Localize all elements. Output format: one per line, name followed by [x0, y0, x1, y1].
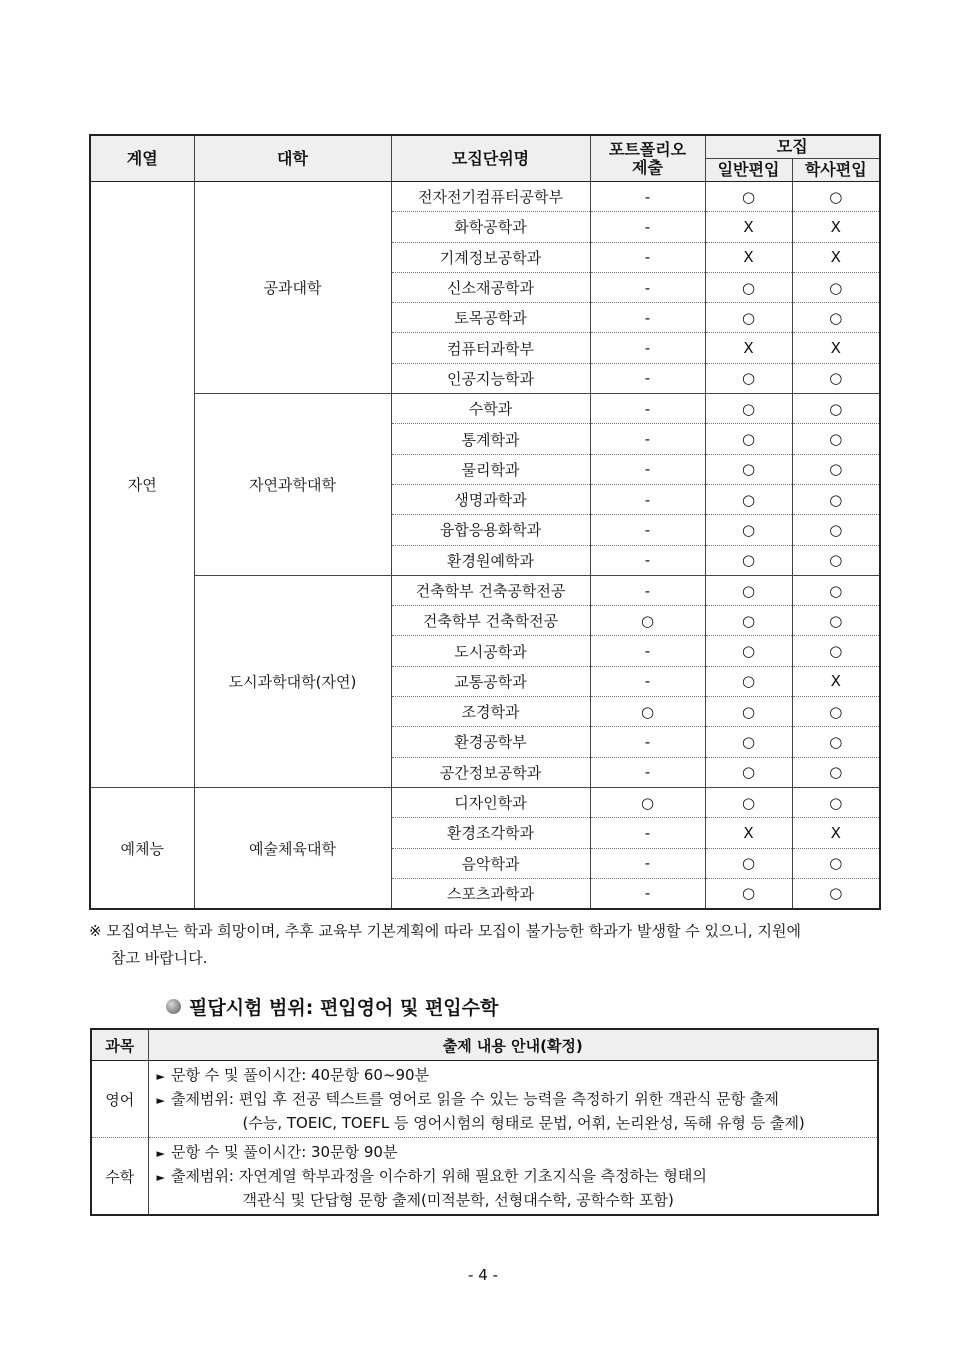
college-cell: 도시과학대학(자연) [194, 575, 391, 787]
portfolio-cell: - [590, 848, 705, 878]
unit-name-cell: 컴퓨터과학부 [391, 333, 590, 363]
general-cell: ○ [705, 697, 792, 727]
bachelor-cell: ○ [792, 787, 880, 817]
portfolio-cell: - [590, 182, 705, 212]
header-portfolio-label: 포트폴리오 제출 [608, 139, 687, 177]
general-cell: ○ [705, 182, 792, 212]
header-unit: 모집단위명 [391, 135, 590, 182]
college-cell: 자연과학대학 [194, 394, 391, 576]
general-cell: ○ [705, 424, 792, 454]
bachelor-cell: ○ [792, 606, 880, 636]
portfolio-cell: - [590, 454, 705, 484]
header-college: 대학 [194, 135, 391, 182]
general-cell: ○ [705, 666, 792, 696]
pointer-arrow-icon: ► [156, 1171, 165, 1184]
exam-content [148, 1138, 878, 1216]
note-line-2: 참고 바랍니다. [111, 949, 208, 967]
portfolio-cell: - [590, 575, 705, 605]
general-cell: ○ [705, 515, 792, 545]
unit-name-cell: 생명과학과 [391, 484, 590, 514]
unit-name-cell: 신소재공학과 [391, 272, 590, 302]
bachelor-cell: X [792, 242, 880, 272]
bachelor-cell: ○ [792, 757, 880, 787]
portfolio-cell: - [590, 636, 705, 666]
bachelor-cell: ○ [792, 636, 880, 666]
unit-name-cell: 환경조각학과 [391, 818, 590, 848]
pointer-arrow-icon: ► [156, 1070, 165, 1083]
bachelor-cell: ○ [792, 484, 880, 514]
unit-name-cell: 수학과 [391, 394, 590, 424]
portfolio-cell: - [590, 878, 705, 909]
general-cell: ○ [705, 727, 792, 757]
bachelor-cell: ○ [792, 878, 880, 909]
bachelor-cell: ○ [792, 848, 880, 878]
general-cell: X [705, 212, 792, 242]
circle-bullet-icon [166, 999, 181, 1014]
recruitment-table [89, 134, 881, 910]
unit-name-cell: 통계학과 [391, 424, 590, 454]
bachelor-cell: ○ [792, 697, 880, 727]
general-cell: ○ [705, 272, 792, 302]
unit-name-cell: 물리학과 [391, 454, 590, 484]
unit-name-cell: 인공지능학과 [391, 363, 590, 393]
header-recruit: 모집 [705, 135, 880, 159]
bachelor-cell: ○ [792, 515, 880, 545]
header-general: 일반편입 [705, 159, 792, 182]
unit-name-cell: 화학공학과 [391, 212, 590, 242]
general-cell: ○ [705, 606, 792, 636]
unit-name-cell: 음악학과 [391, 848, 590, 878]
unit-name-cell: 디자인학과 [391, 787, 590, 817]
series-cell: 예체능 [90, 787, 194, 909]
unit-name-cell: 스포츠과학과 [391, 878, 590, 909]
portfolio-cell: - [590, 424, 705, 454]
portfolio-cell: - [590, 727, 705, 757]
page-number: - 4 - [468, 1266, 498, 1284]
exam-line [157, 1165, 870, 1189]
header-portfolio [590, 135, 705, 182]
bachelor-cell: X [792, 333, 880, 363]
unit-name-cell: 건축학부 건축학전공 [391, 606, 590, 636]
general-cell: ○ [705, 454, 792, 484]
bachelor-cell: ○ [792, 424, 880, 454]
pointer-arrow-icon: ► [156, 1094, 165, 1107]
table-row [90, 182, 880, 212]
exam-line: (수능, TOEIC, TOEFL 등 영어시험의 형태로 문법, 어휘, 논리완성, 독해 유형 등 출제) [242, 1114, 805, 1132]
general-cell: ○ [705, 636, 792, 666]
portfolio-cell: - [590, 515, 705, 545]
portfolio-cell: - [590, 272, 705, 302]
portfolio-cell: - [590, 545, 705, 575]
exam-line [157, 1088, 870, 1112]
header-bachelor: 학사편입 [792, 159, 880, 182]
bachelor-cell: ○ [792, 575, 880, 605]
college-cell: 예술체육대학 [194, 787, 391, 909]
portfolio-cell: - [590, 757, 705, 787]
exam-line-text: 문항 수 및 풀이시간: 30문항 90분 [170, 1143, 398, 1161]
exam-line: 객관식 및 단답형 문항 출제(미적분학, 선형대수학, 공학수학 포함) [242, 1191, 674, 1209]
unit-name-cell: 기계정보공학과 [391, 242, 590, 272]
header-series: 계열 [90, 135, 194, 182]
unit-name-cell: 토목공학과 [391, 303, 590, 333]
unit-name-cell: 조경학과 [391, 697, 590, 727]
portfolio-cell: - [590, 242, 705, 272]
bachelor-cell: ○ [792, 545, 880, 575]
exam-row-english [91, 1061, 878, 1138]
unit-name-cell: 공간정보공학과 [391, 757, 590, 787]
bachelor-cell: ○ [792, 727, 880, 757]
exam-line-text: 출제범위: 자연계열 학부과정을 이수하기 위해 필요한 기초지식을 측정하는 형태의 [170, 1167, 707, 1185]
portfolio-cell: ○ [590, 606, 705, 636]
general-cell: X [705, 333, 792, 363]
college-cell: 공과대학 [194, 182, 391, 394]
general-cell: ○ [705, 575, 792, 605]
exam-line [157, 1141, 870, 1165]
unit-name-cell: 환경원예학과 [391, 545, 590, 575]
unit-name-cell: 건축학부 건축공학전공 [391, 575, 590, 605]
exam-header-subject: 과목 [91, 1029, 148, 1061]
portfolio-cell: - [590, 363, 705, 393]
series-cell: 자연 [90, 182, 194, 788]
bachelor-cell: X [792, 212, 880, 242]
general-cell: X [705, 242, 792, 272]
general-cell: ○ [705, 303, 792, 333]
table-row [90, 575, 880, 605]
bachelor-cell: X [792, 666, 880, 696]
exam-line [157, 1064, 870, 1088]
bachelor-cell: ○ [792, 363, 880, 393]
bachelor-cell: ○ [792, 303, 880, 333]
general-cell: ○ [705, 394, 792, 424]
unit-name-cell: 융합응용화학과 [391, 515, 590, 545]
exam-table [90, 1028, 879, 1216]
unit-name-cell: 환경공학부 [391, 727, 590, 757]
bachelor-cell: ○ [792, 182, 880, 212]
pointer-arrow-icon: ► [156, 1147, 165, 1160]
unit-name-cell: 전자전기컴퓨터공학부 [391, 182, 590, 212]
portfolio-cell: - [590, 303, 705, 333]
portfolio-cell: - [590, 818, 705, 848]
portfolio-cell: ○ [590, 697, 705, 727]
exam-line-text: 문항 수 및 풀이시간: 40문항 60~90분 [170, 1066, 430, 1084]
exam-section-title-text: 필답시험 범위: 편입영어 및 편입수학 [189, 997, 499, 1019]
exam-section-title [166, 993, 498, 1020]
portfolio-cell: ○ [590, 787, 705, 817]
portfolio-cell: - [590, 333, 705, 363]
bachelor-cell: ○ [792, 272, 880, 302]
portfolio-cell: - [590, 394, 705, 424]
recruitment-note [89, 918, 879, 972]
exam-subject: 영어 [91, 1061, 148, 1138]
general-cell: ○ [705, 757, 792, 787]
general-cell: ○ [705, 545, 792, 575]
exam-subject: 수학 [91, 1138, 148, 1216]
portfolio-cell: - [590, 212, 705, 242]
unit-name-cell: 교통공학과 [391, 666, 590, 696]
portfolio-cell: - [590, 666, 705, 696]
recruitment-table-body [90, 182, 880, 910]
table-row [90, 394, 880, 424]
general-cell: ○ [705, 848, 792, 878]
general-cell: X [705, 818, 792, 848]
bachelor-cell: X [792, 818, 880, 848]
exam-row-math [91, 1138, 878, 1216]
exam-header-content: 출제 내용 안내(확정) [148, 1029, 878, 1061]
general-cell: ○ [705, 878, 792, 909]
general-cell: ○ [705, 363, 792, 393]
bachelor-cell: ○ [792, 394, 880, 424]
unit-name-cell: 도시공학과 [391, 636, 590, 666]
bachelor-cell: ○ [792, 454, 880, 484]
portfolio-cell: - [590, 484, 705, 514]
exam-line-text: 출제범위: 편입 후 전공 텍스트를 영어로 읽을 수 있는 능력을 측정하기 위한 객관식 문항 출제 [170, 1090, 779, 1108]
general-cell: ○ [705, 484, 792, 514]
table-row [90, 787, 880, 817]
general-cell: ○ [705, 787, 792, 817]
exam-content [148, 1061, 878, 1138]
note-line-1: ※ 모집여부는 학과 희망이며, 추후 교육부 기본계획에 따라 모집이 불가능한 학과가 발생할 수 있으니, 지원에 [89, 922, 801, 940]
